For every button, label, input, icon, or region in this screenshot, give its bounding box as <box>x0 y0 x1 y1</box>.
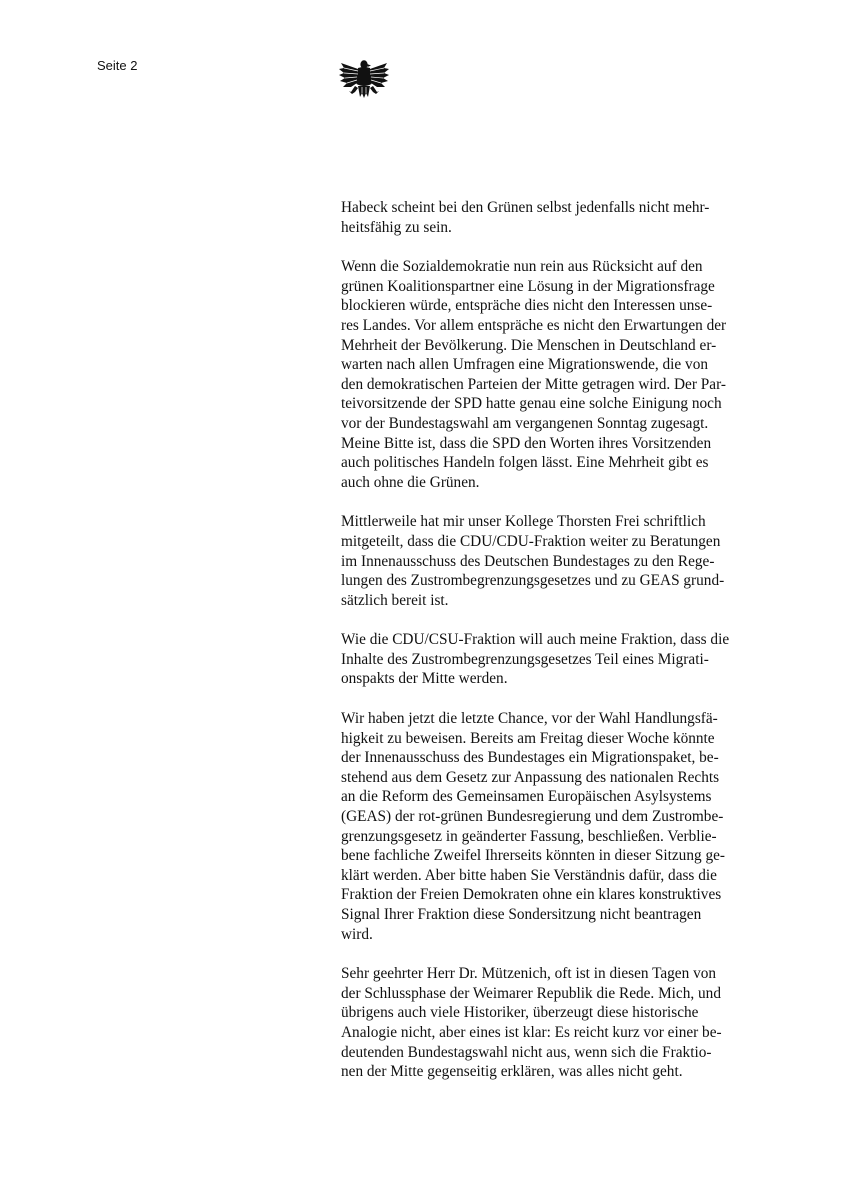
text-line: an die Reform des Gemeinsamen Europäischen Asylsystems <box>341 788 712 806</box>
text-line: Wie die CDU/CSU-Fraktion will auch meine Fraktion, dass die <box>341 631 730 649</box>
text-line: Sehr geehrter Herr Dr. Mützenich, oft ist in diesen Tagen von <box>341 965 717 983</box>
text-line: (GEAS) der rot-grünen Bundesregierung und dem Zustrombe- <box>341 808 724 826</box>
paragraph <box>341 964 781 1082</box>
text-line: übrigens auch viele Historiker, überzeugt diese historische <box>341 1004 699 1022</box>
text-line: res Landes. Vor allem entspräche es nicht den Erwartungen der <box>341 316 727 334</box>
text-line: den demokratischen Parteien der Mitte getragen wird. Der Par- <box>341 375 726 393</box>
text-line: Fraktion der Freien Demokraten ohne ein klares konstruktives <box>341 886 722 904</box>
text-line: grenzungsgesetz in geänderter Fassung, beschließen. Verblie- <box>341 827 717 845</box>
text-line: heitsfähig zu sein. <box>341 218 452 236</box>
text-line: auch ohne die Grünen. <box>341 473 480 491</box>
text-line: Mittlerweile hat mir unser Kollege Thorsten Frei schriftlich <box>341 513 706 531</box>
page-number-label: Seite 2 <box>97 58 138 73</box>
text-line: onspakts der Mitte werden. <box>341 670 508 688</box>
text-line: stehend aus dem Gesetz zur Anpassung des nationalen Rechts <box>341 768 720 786</box>
text-line: Analogie nicht, aber eines ist klar: Es reicht kurz vor einer be- <box>341 1023 722 1041</box>
text-line: Inhalte des Zustrombegrenzungsgesetzes Teil eines Migrati- <box>341 650 709 668</box>
text-line: vor der Bundestagswahl am vergangenen Sonntag zugesagt. <box>341 414 709 432</box>
text-line: bene fachliche Zweifel Ihrerseits könnten in dieser Sitzung ge- <box>341 847 725 865</box>
paragraph <box>341 257 781 492</box>
paragraph <box>341 512 781 610</box>
paragraph <box>341 630 781 689</box>
text-line: klärt werden. Aber bitte haben Sie Verständnis dafür, dass die <box>341 866 717 884</box>
text-line: teivorsitzende der SPD hatte genau eine solche Einigung noch <box>341 395 722 413</box>
text-line: Mehrheit der Bevölkerung. Die Menschen in Deutschland er- <box>341 336 717 354</box>
text-line: mitgeteilt, dass die CDU/CDU-Fraktion weiter zu Beratungen <box>341 532 721 550</box>
text-line: grünen Koalitionspartner eine Lösung in der Migrationsfrage <box>341 277 715 295</box>
text-line: im Innenausschuss des Deutschen Bundestages zu den Rege- <box>341 552 715 570</box>
text-line: Habeck scheint bei den Grünen selbst jedenfalls nicht mehr- <box>341 199 710 216</box>
text-line: wird. <box>341 925 373 943</box>
paragraph <box>341 709 781 944</box>
text-line: der Schlussphase der Weimarer Republik die Rede. Mich, und <box>341 984 721 1002</box>
text-line: sätzlich bereit ist. <box>341 591 449 609</box>
text-line: Meine Bitte ist, dass die SPD den Worten ihres Vorsitzenden <box>341 434 712 452</box>
text-line: der Innenausschuss des Bundestages ein Migrationspaket, be- <box>341 749 719 767</box>
text-line: lungen des Zustrombegrenzungsgesetzes und zu GEAS grund- <box>341 572 725 590</box>
text-line: Wir haben jetzt die letzte Chance, vor der Wahl Handlungsfä- <box>341 710 718 728</box>
text-line: warten nach allen Umfragen eine Migrationswende, die von <box>341 356 708 374</box>
text-line: nen der Mitte gegenseitig erklären, was alles nicht geht. <box>341 1063 683 1081</box>
text-line: blockieren würde, entspräche dies nicht den Interessen unse- <box>341 297 713 315</box>
text-line: Signal Ihrer Fraktion diese Sondersitzung nicht beantragen <box>341 906 702 923</box>
letter-body <box>341 198 781 1102</box>
text-line: Wenn die Sozialdemokratie nun rein aus Rücksicht auf den <box>341 258 703 276</box>
text-line: higkeit zu beweisen. Bereits am Freitag dieser Woche könnte <box>341 729 715 747</box>
paragraph <box>341 198 781 237</box>
text-line: deutenden Bundestagswahl nicht aus, wenn sich die Fraktio- <box>341 1043 712 1061</box>
text-line: auch politisches Handeln folgen lässt. Eine Mehrheit gibt es <box>341 454 709 472</box>
federal-eagle-icon <box>338 57 390 103</box>
